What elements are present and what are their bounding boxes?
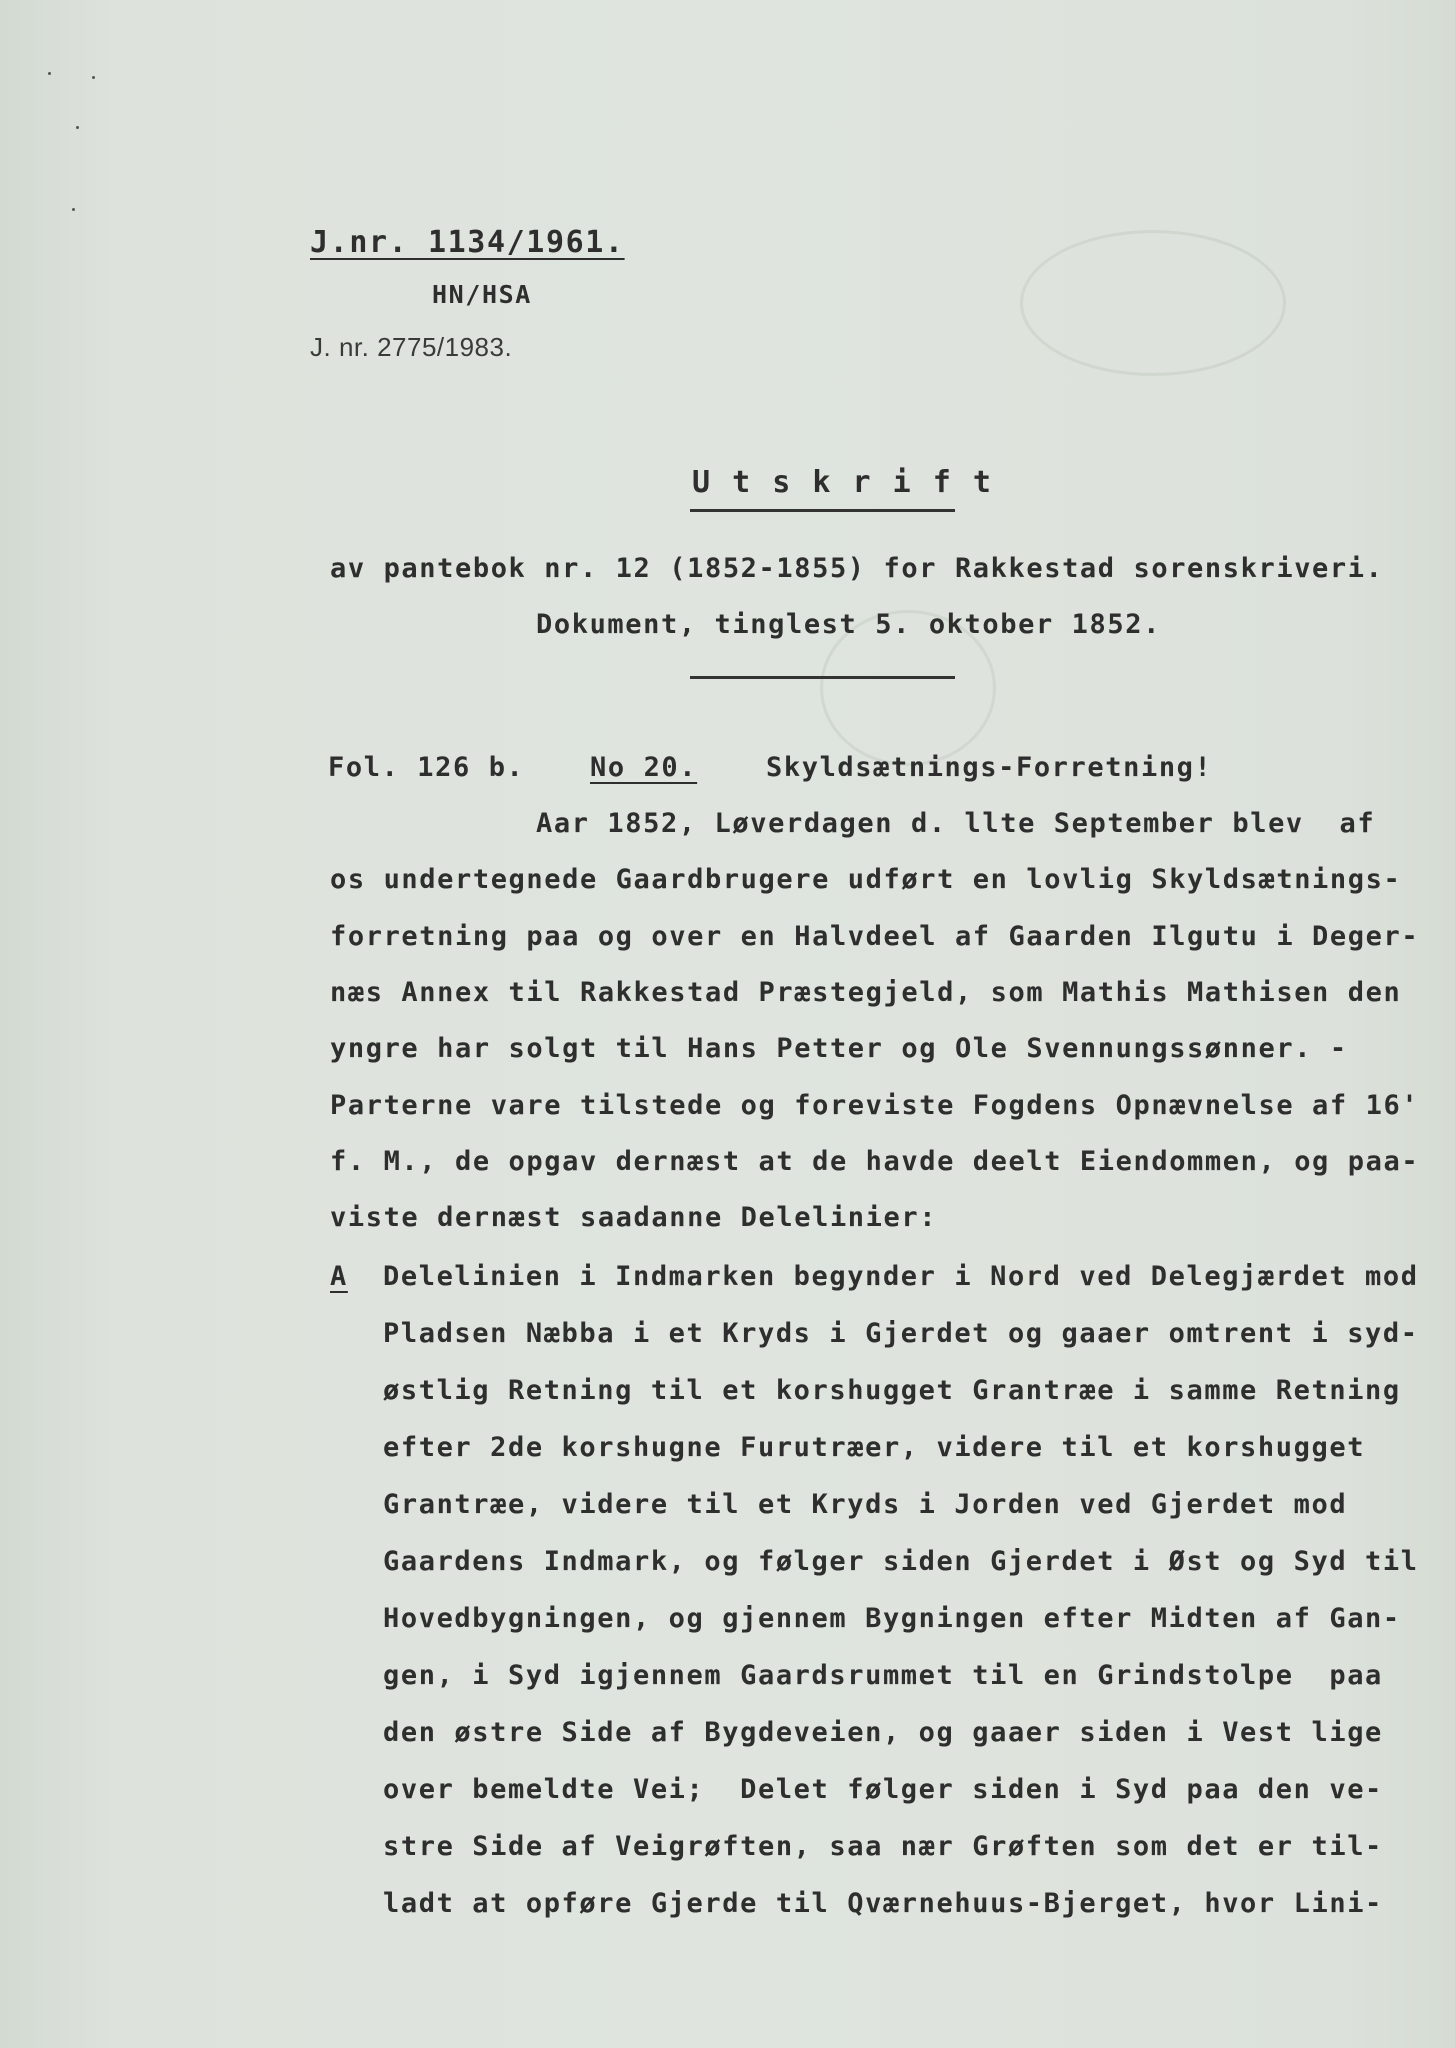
heading-underline <box>690 509 955 512</box>
section-a-line: Gaardens Indmark, og følger siden Gjerdet i Øst og Syd til <box>383 1546 1419 1577</box>
body-line: f. M., de opgav dernæst at de havde deelt Eiendommen, og paa- <box>330 1146 1420 1177</box>
section-a-line: østlig Retning til et korshugget Grantræe i samme Retning <box>383 1375 1401 1406</box>
body-line: viste dernæst saadanne Delelinier: <box>330 1202 938 1233</box>
journal-number: J.nr. 1134/1961. <box>310 225 625 260</box>
body-line: yngre har solgt til Hans Petter og Ole Svennungssønner. - <box>330 1033 1348 1064</box>
section-a-line: den østre Side af Bygdeveien, og gaaer siden i Vest lige <box>383 1717 1383 1748</box>
section-a-line: stre Side af Veigrøften, saa nær Grøften som det er til- <box>383 1831 1383 1862</box>
body-line: næs Annex til Rakkestad Præstegjeld, som Mathis Mathisen den <box>330 977 1402 1008</box>
body-line: os undertegnede Gaardbrugere udført en lovlig Skyldsætnings- <box>330 864 1402 895</box>
section-a-line: Pladsen Næbba i et Kryds i Gjerdet og gaaer omtrent i syd- <box>383 1318 1419 1349</box>
journal-number-stamp: J. nr. 2775/1983. <box>310 332 513 362</box>
entry-number: No 20. <box>590 752 698 783</box>
section-a-line: gen, i Syd igjennem Gaardsrummet til en Grindstolpe paa <box>383 1660 1383 1691</box>
document-subtitle-1: av pantebok nr. 12 (1852-1855) for Rakkestad sorenskriveri. <box>330 553 1384 584</box>
section-a-line: Delelinien i Indmarken begynder i Nord ved Delegjærdet mod <box>383 1261 1419 1292</box>
paper-speck <box>48 72 51 75</box>
section-a-line: ladt at opføre Gjerde til Qværnehuus-Bjerget, hvor Lini- <box>383 1888 1383 1919</box>
body-line: forretning paa og over en Halvdeel af Gaarden Ilgutu i Deger- <box>330 921 1420 952</box>
section-a-line: Hovedbygningen, og gjennem Bygningen efter Midten af Gan- <box>383 1603 1401 1634</box>
title-divider <box>690 676 955 679</box>
section-a-line: over bemeldte Vei; Delet følger siden i Syd paa den ve- <box>383 1774 1383 1805</box>
initials: HN/HSA <box>432 280 532 309</box>
document-heading: U t s k r i f t <box>692 465 993 500</box>
section-marker-a: A <box>330 1261 348 1292</box>
section-a-line: efter 2de korshugne Furutræer, videre til et korshugget <box>383 1432 1366 1463</box>
section-a-line: Grantræe, videre til et Kryds i Jorden ved Gjerdet mod <box>383 1489 1348 1520</box>
body-line: Parterne vare tilstede og foreviste Fogdens Opnævnelse af 16' <box>330 1090 1420 1121</box>
paper-speck <box>76 126 79 129</box>
bleed-through-mark <box>1020 230 1286 376</box>
paper-speck <box>72 208 75 211</box>
document-subtitle-2: Dokument, tinglest 5. oktober 1852. <box>536 609 1161 640</box>
folio-reference: Fol. 126 b. <box>328 752 525 783</box>
body-line: Aar 1852, Løverdagen d. llte September blev af <box>536 808 1376 839</box>
paper-speck <box>92 76 95 79</box>
entry-heading: Skyldsætnings-Forretning! <box>766 752 1213 783</box>
